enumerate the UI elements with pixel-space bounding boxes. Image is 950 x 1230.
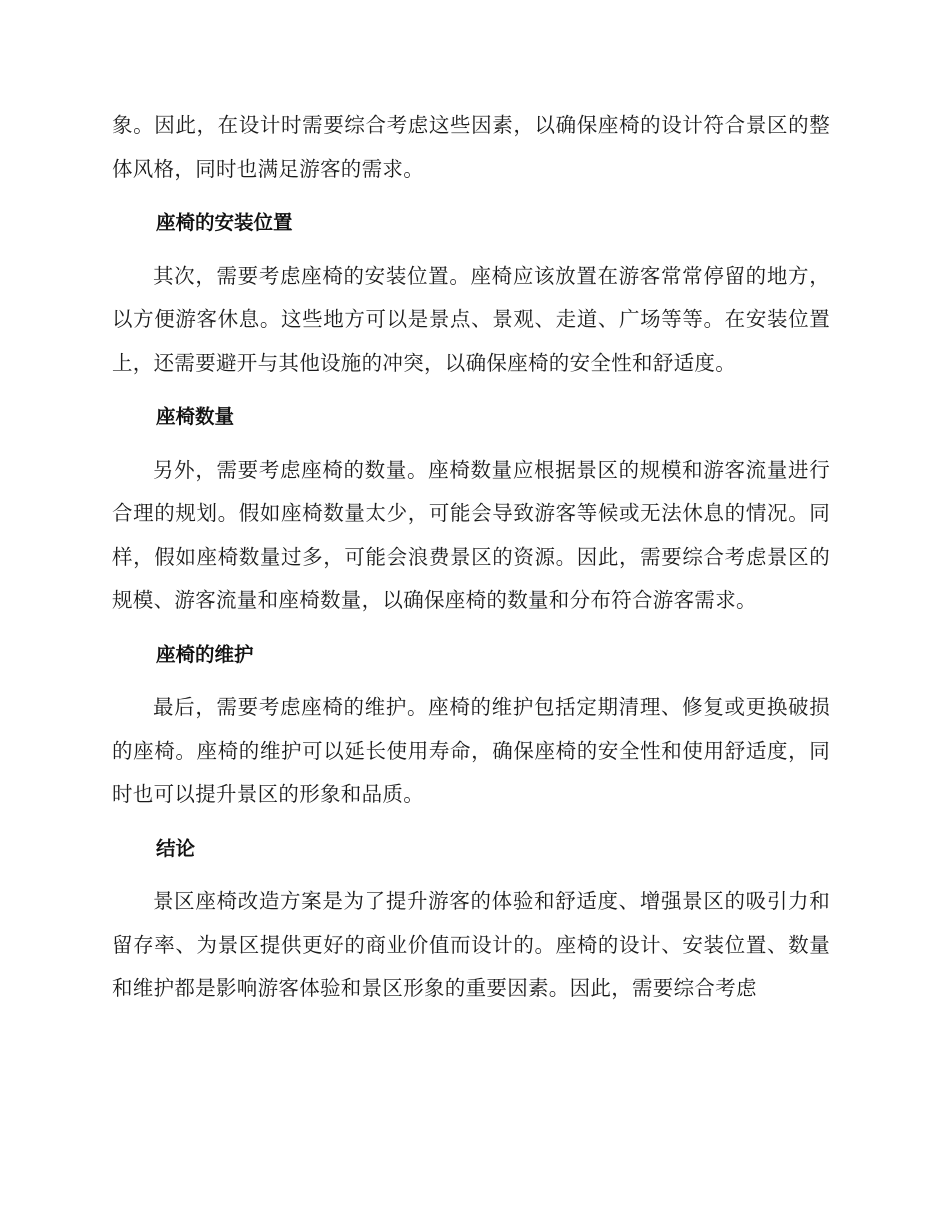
section-heading-maintenance: 座椅的维护 <box>156 642 254 666</box>
section-heading-installation: 座椅的安装位置 <box>156 211 293 234</box>
document-page <box>112 104 830 1011</box>
body-paragraph: 最后，需要考虑座椅的维护。座椅的维护包括定期清理、修复或更换破损的座椅。座椅的维护可以延长使用寿命，确保座椅的安全性和使用舒适度，同时也可以提升景区的形象和品质。 <box>112 695 830 806</box>
body-paragraph: 象。因此，在设计时需要综合考虑这些因素，以确保座椅的设计符合景区的整体风格，同时也满足游客的需求。 <box>112 113 830 181</box>
body-paragraph: 另外，需要考虑座椅的数量。座椅数量应根据景区的规模和游客流量进行合理的规划。假如座椅数量太少，可能会导致游客等候或无法休息的情况。同样，假如座椅数量过多，可能会浪费景区的资源。因此，需要综合考虑景区的规模、游客流量和座椅数量，以确保座椅的数量和分布符合游客需求。 <box>112 457 830 612</box>
section-heading-conclusion: 结论 <box>156 836 196 860</box>
section-heading-quantity: 座椅数量 <box>156 405 235 428</box>
body-paragraph: 景区座椅改造方案是为了提升游客的体验和舒适度、增强景区的吸引力和留存率、为景区提供更好的商业价值而设计的。座椅的设计、安装位置、数量和维护都是影响游客体验和景区形象的重要因素。因此，需要综合考虑 <box>112 889 830 1000</box>
body-paragraph: 其次，需要考虑座椅的安装位置。座椅应该放置在游客常常停留的地方，以方便游客休息。这些地方可以是景点、景观、走道、广场等等。在安装位置上，还需要避开与其他设施的冲突，以确保座椅的安全性和舒适度。 <box>112 263 830 375</box>
